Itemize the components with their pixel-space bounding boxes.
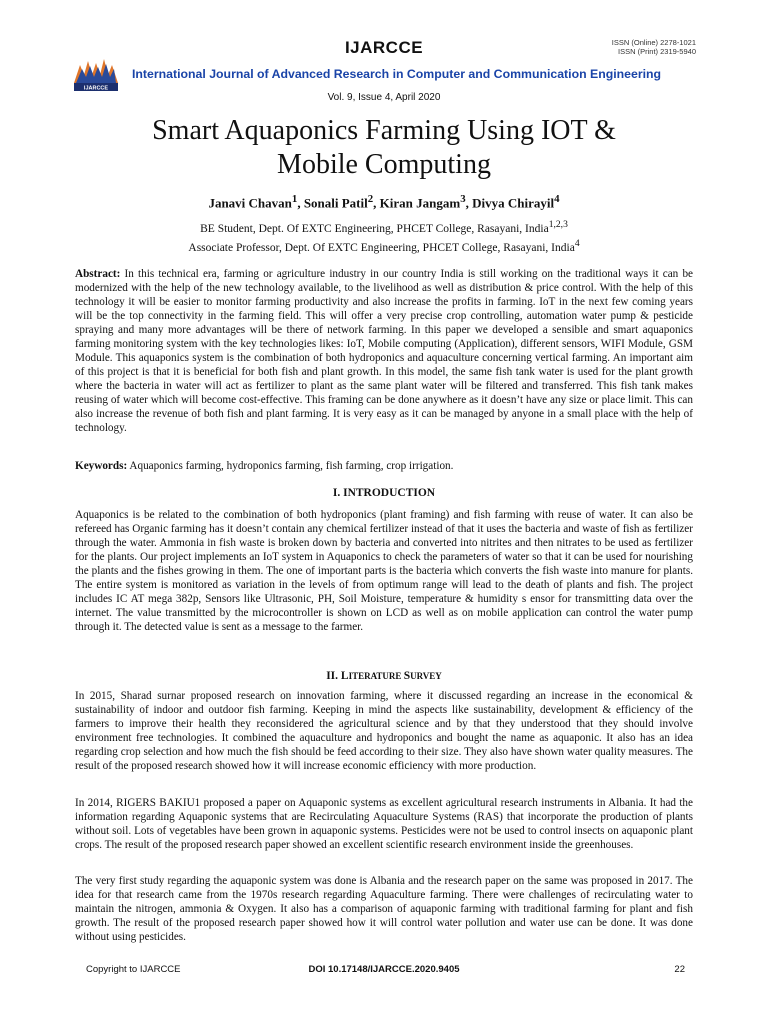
author-name: Kiran Jangam [379, 195, 461, 211]
journal-short-name: IJARCCE [344, 38, 424, 57]
footer-page-number: 22 [674, 964, 685, 975]
abstract-text: In this technical era, farming or agriculture industry in our country India is still working on the traditional ways it can be modernized with the help of the new technology available, to the livelihood as well as distribution & price control. With the help of this technology it will be easier to monitor farming productivity and also increase the profits in farming. IoT in the next few coming years will be the top connectivity in the farming field. This will offer a very precise crop controlling, automation water pump & pesticide spraying and many more advantages will be there of network farming. In this paper we developed a sensible and smart aquaponics farming monitoring system with the key technologies likes: IoT, Mobile computing (Application), different sensors, WIFI Module, GSM Module. This aquaponics system is the combination of both hydroponics and aquaculture concerning vertical farming. An important aim of this project is that it is beneficial for both fish and plant growth. In this model, the same fish tank water is used for the plant growth where the bacteria in water will act as fertilizer to plant as the same plant water will be filtered and transferred. This fish tank makes reusing of water which will become cost-effective. This framing can be done anywhere as it doesn’t have any size or place limit. This can also increase the revenue of both fish and plant farming. It is very easy as it can be managed by anyone in a small place with the help of technology. [75, 268, 694, 434]
affiliation-1-sup: 1,2,3 [548, 219, 568, 230]
abstract-label: Abstract: [75, 268, 121, 280]
author-name: Divya Chirayil [472, 195, 555, 211]
affiliation-2-text: Associate Professor, Dept. Of EXTC Engineering, PHCET College, Rasayani, India [188, 241, 575, 254]
literature-paragraph-3: The very first study regarding the aquaponic system was done is Albania and the research paper on the same was proposed in 2017. The idea for that research came from the 1970s research regarding Aquaculture farming. There were challenges of recirculating water to maintain the nitrogen, ammonia & Oxygen. It also has a comparison of aquaponic farming with traditional farming for plant and fish growth. The result of the proposed research paper showed how it will control water pollution and water use can be done. It was done without using pesticides. [75, 875, 693, 943]
section-heading-literature-survey [0, 670, 768, 682]
author-name: Janavi Chavan [208, 195, 292, 211]
issn-block [612, 38, 696, 56]
keywords-text: Aquaponics farming, hydroponics farming, fish farming, crop irrigation. [129, 460, 454, 472]
logo-text: IJARCCE [83, 85, 109, 91]
affiliation-2-sup: 4 [574, 238, 580, 249]
heading-part: S [403, 670, 411, 682]
author-sup: 2 [367, 193, 374, 205]
paper-title [0, 114, 768, 182]
keywords-label: Keywords: [75, 460, 128, 472]
journal-logo-icon [74, 57, 118, 91]
literature-paragraph-1: In 2015, Sharad surnar proposed research on innovation farming, where it discussed regarding an increase in the economical & sustainability of indoor and outdoor fish farming. Keeping in mind the aspects like sustainability, development & efficiency of the farmers to improve their health they reconsidered the agricultural science and by that they understood that they should involve environment free technologies. It combined the aquaculture and hydroponics and bought the name as aquaponic. It also has an idea regarding crop selection and how much the fish should be feed according to their size. They also have shown water quality measures. The result of the proposed research showed how it will increase economic efficiency with more production. [75, 690, 693, 772]
footer-doi: DOI 10.17148/IJARCCE.2020.9405 [308, 964, 460, 975]
volume-issue: Vol. 9, Issue 4, April 2020 [327, 92, 441, 103]
author-name: Sonali Patil [303, 195, 368, 211]
heading-part: ITERATURE [348, 671, 404, 681]
keywords [75, 459, 693, 473]
author-sup: 4 [554, 193, 560, 205]
author-sup: 3 [460, 193, 466, 205]
section-heading-introduction: I. INTRODUCTION [332, 487, 436, 499]
issn-online: ISSN (Online) 2278-1021 [611, 38, 696, 47]
author-sup: 1 [291, 193, 298, 205]
footer-copyright: Copyright to IJARCCE [86, 964, 181, 975]
author-list: Janavi Chavan$^1$, Sonali Patil$^2$, Kiran Jangam$^3$, Divya Chirayil$^4$ [208, 193, 560, 211]
title-line-1: Smart Aquaponics Farming Using IOT & [152, 115, 616, 146]
affiliation-1 [0, 219, 768, 235]
heading-part: URVEY [410, 671, 442, 681]
issn-print: ISSN (Print) 2319-5940 [618, 47, 696, 56]
journal-full-name: International Journal of Advanced Research in Computer and Communication Engineering [132, 67, 662, 81]
title-line-2: Mobile Computing [277, 149, 491, 180]
affiliation-2 [0, 238, 768, 254]
heading-part: II. L [326, 670, 349, 682]
abstract [75, 267, 693, 435]
literature-paragraph-2: In 2014, RIGERS BAKIU1 proposed a paper on Aquaponic systems as excellent agricultural research instruments in Albania. It had the information regarding Aquaponic systems that are Recirculating Aquaculture Systems (RAS) that incorporate the production of plants without soil. Lots of vegetables have been grown in aquaponic systems. Pesticides were not be used to control insects on aquaponic plant crops. The result of the proposed research paper showed an excellent scientific research environment inside the greenhouses. [75, 797, 693, 851]
affiliation-1-text: BE Student, Dept. Of EXTC Engineering, PHCET College, Rasayani, India [200, 222, 549, 235]
introduction-paragraph: Aquaponics is be related to the combination of both hydroponics (plant framing) and fish farming with reuse of water. It can also be refereed has Organic farming has it doesn’t contain any chemical fertilizer instead of that it uses the bacteria and waste of fish as fertilizer through the water. Ammonia in fish waste is broken down by bacteria and converted into nitrites and then nitrates to be used as fertilizer for the plants. Our project implements an IoT system in Aquaponics to check the parameters of water so that it can be used for nourishing the plants and the fishes growing in them. The one of important parts is the bacteria which converts the fish waste into manure for plants. The entire system is monitored as variation in the levels of from optimum range will lead to the death of plants and fish. The project includes IC AT mega 382p, Sensors like Ultrasonic, PH, Soil Moisture, temperature & humidity s ensor for transmitting data over the internet. The value transmitted by the microcontroller is shown on LCD as well as on mobile application can control the water pump through it. The detected value is sent as a message to the farmer. [75, 509, 693, 633]
